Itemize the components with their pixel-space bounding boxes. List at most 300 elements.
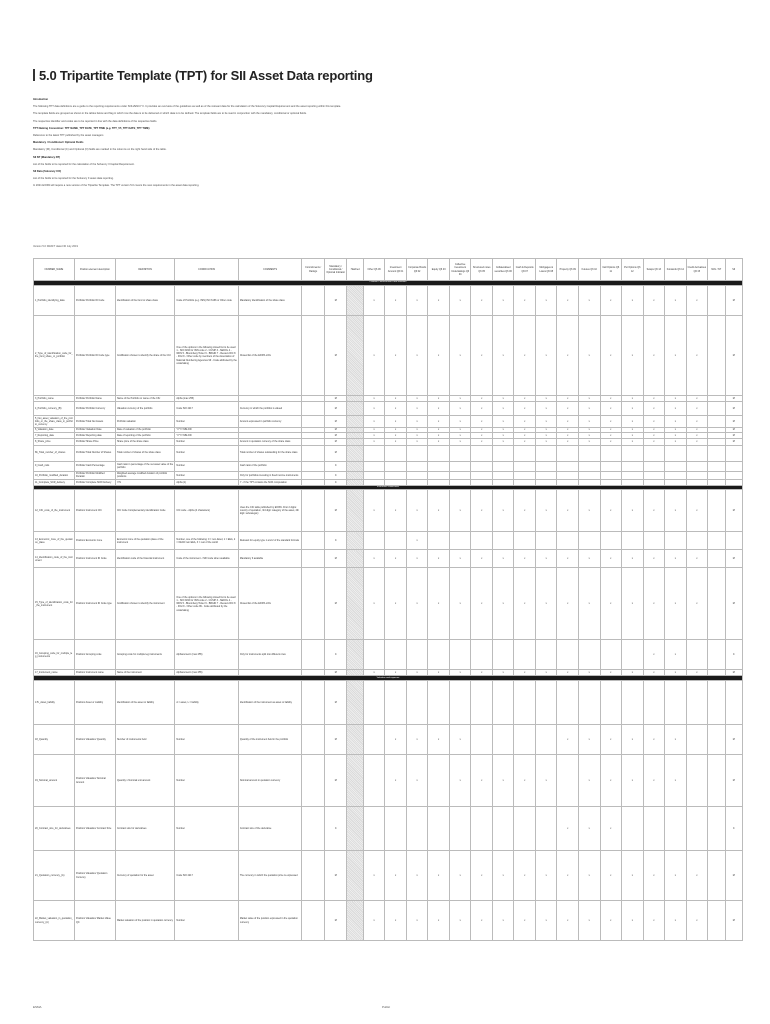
category-flag-cell: x — [643, 415, 665, 427]
definition-cell: Name of the instrument — [115, 670, 174, 676]
category-flag-cell: x — [665, 640, 687, 670]
category-flag-cell — [600, 532, 622, 550]
indicator-cell: M — [324, 315, 347, 395]
hatched-cell — [347, 755, 363, 807]
category-flag-cell: x — [535, 433, 557, 438]
category-flag-cell: x — [471, 550, 493, 568]
category-flag-cell — [449, 461, 471, 471]
definition-cell: Weighted average modified duration of portfolio positions — [115, 471, 174, 480]
category-flag-cell: x — [622, 427, 644, 432]
category-flag-cell: x — [600, 285, 622, 315]
category-flag-cell — [535, 471, 557, 480]
category-flag-cell: x — [428, 427, 450, 432]
category-flag-cell — [428, 640, 450, 670]
category-flag-cell: x — [622, 433, 644, 438]
table-row — [34, 807, 743, 851]
commitments-cell — [302, 640, 325, 670]
category-flag-cell — [385, 461, 407, 471]
column-header: Futures Q6 10 — [579, 259, 601, 281]
category-flag-cell: x — [385, 433, 407, 438]
category-flag-cell: x — [622, 415, 644, 427]
commitments-cell — [302, 445, 325, 461]
category-flag-cell: x — [385, 550, 407, 568]
sii-cell: M — [725, 670, 743, 676]
category-flag-cell: x — [363, 550, 385, 568]
definition-cell: Codification chosen to identify the share of the CIU — [115, 315, 174, 395]
category-flag-cell: x — [428, 901, 450, 941]
sii-cell — [725, 532, 743, 550]
category-flag-cell: x — [449, 433, 471, 438]
table-row — [34, 901, 743, 941]
category-flag-cell: x — [449, 315, 471, 395]
category-flag-cell — [492, 461, 514, 471]
sii-cell: M — [725, 315, 743, 395]
sii-cell: M — [725, 901, 743, 941]
position-element: Position/ Valuation/ Market Value QC — [74, 901, 115, 941]
category-flag-cell — [686, 471, 708, 480]
category-flag-cell: x — [514, 490, 536, 532]
nav-cell — [708, 532, 725, 550]
commitments-cell — [302, 532, 325, 550]
category-flag-cell — [643, 461, 665, 471]
position-element: Portfolio/ Share Price — [74, 438, 115, 445]
comments-cell: Contract size of the derivative — [238, 807, 302, 851]
category-flag-cell — [535, 725, 557, 755]
category-flag-cell — [363, 681, 385, 725]
category-flag-cell — [622, 445, 644, 461]
category-flag-cell: x — [622, 395, 644, 401]
category-flag-cell: x — [535, 315, 557, 395]
comments-cell: Quantity of the instrument held in the portfolio — [238, 725, 302, 755]
category-flag-cell: x — [385, 755, 407, 807]
sii-cell: M — [725, 568, 743, 640]
codification-cell: Number — [175, 438, 239, 445]
codification-cell: Number — [175, 725, 239, 755]
category-flag-cell: x — [600, 401, 622, 415]
category-flag-cell: x — [643, 725, 665, 755]
category-flag-cell — [535, 681, 557, 725]
hatched-cell — [347, 901, 363, 941]
category-flag-cell — [600, 445, 622, 461]
category-flag-cell: x — [643, 315, 665, 395]
field-number-name: 14_Identification_code_of_the_instrument — [34, 550, 75, 568]
position-element: Position/ Valuation/ Quotation Currency — [74, 851, 115, 901]
category-flag-cell: x — [428, 401, 450, 415]
category-flag-cell: x — [535, 401, 557, 415]
column-header: Cash & Deposits Q6 07 — [514, 259, 536, 281]
category-flag-cell: x — [579, 807, 601, 851]
category-flag-cell: x — [406, 401, 428, 415]
codification-cell: Number — [175, 755, 239, 807]
category-flag-cell — [363, 755, 385, 807]
category-flag-cell: x — [514, 433, 536, 438]
category-flag-cell — [471, 532, 493, 550]
category-flag-cell: x — [406, 285, 428, 315]
field-number-name: 1_Portfolio_identifying_data — [34, 285, 75, 315]
category-flag-cell: x — [665, 725, 687, 755]
category-flag-cell: x — [643, 433, 665, 438]
category-flag-cell: x — [622, 285, 644, 315]
comments-cell: Only for portfolios investing in fixed income instruments — [238, 471, 302, 480]
field-number-name: 6_Valuation_date — [34, 427, 75, 432]
hatched-cell — [347, 490, 363, 532]
category-flag-cell — [514, 471, 536, 480]
category-flag-cell: x — [514, 415, 536, 427]
column-header: Collective Investment Undertakings Q6 04 — [449, 259, 471, 281]
category-flag-cell: x — [557, 901, 579, 941]
table-row — [34, 851, 743, 901]
category-flag-cell: x — [535, 415, 557, 427]
category-flag-cell — [385, 807, 407, 851]
category-flag-cell: x — [492, 285, 514, 315]
comments-cell: Identification of the instrument as asset or liability — [238, 681, 302, 725]
table-row — [34, 285, 743, 315]
category-flag-cell: x — [363, 568, 385, 640]
indicator-cell: M — [324, 433, 347, 438]
intro-heading: Introduction — [33, 98, 49, 101]
sii-cell — [725, 681, 743, 725]
category-flag-cell — [492, 807, 514, 851]
category-flag-cell — [428, 755, 450, 807]
category-flag-cell — [514, 725, 536, 755]
indicator-cell: M — [324, 401, 347, 415]
field-number-name: 10_Portfolio_modified_duration — [34, 471, 75, 480]
category-flag-cell — [600, 461, 622, 471]
column-header: Property Q6 09 — [557, 259, 579, 281]
codification-cell: Alphanumeric (max 255) — [175, 670, 239, 676]
category-flag-cell — [385, 681, 407, 725]
indicator-cell: C — [324, 471, 347, 480]
category-flag-cell — [535, 807, 557, 851]
category-flag-cell: x — [471, 401, 493, 415]
definition-cell: Identification code of the financial instrument — [115, 550, 174, 568]
nav-cell — [708, 681, 725, 725]
column-header: Mortgages & Loans Q6 08 — [535, 259, 557, 281]
category-flag-cell: x — [665, 755, 687, 807]
section-title: Portfolio Characteristics and valuation — [34, 281, 743, 286]
comments-cell: Cash ratio of the portfolio — [238, 461, 302, 471]
position-element: Portfolio/ Portfolio ID Code — [74, 285, 115, 315]
indicator-cell: M — [324, 670, 347, 676]
block-heading: SII Data (Solvency II D) — [33, 170, 62, 174]
table-body — [34, 281, 743, 941]
codification-cell: Code ISO 4217 — [175, 401, 239, 415]
nav-cell — [708, 901, 725, 941]
category-flag-cell: x — [363, 285, 385, 315]
category-flag-cell: x — [643, 851, 665, 901]
field-number-name: 17b_Asset_liability — [34, 681, 75, 725]
category-flag-cell: x — [471, 433, 493, 438]
category-flag-cell: x — [385, 415, 407, 427]
position-element: Position/ Instrument name — [74, 670, 115, 676]
comments-cell: Nominal amount in quotation currency — [238, 755, 302, 807]
indicator-cell: M — [324, 285, 347, 315]
category-flag-cell: x — [579, 427, 601, 432]
category-flag-cell — [600, 640, 622, 670]
table-row — [34, 755, 743, 807]
category-flag-cell — [535, 532, 557, 550]
category-flag-cell — [579, 681, 601, 725]
category-flag-cell — [643, 445, 665, 461]
category-flag-cell: x — [428, 433, 450, 438]
category-flag-cell — [665, 807, 687, 851]
nav-cell — [708, 568, 725, 640]
table-row — [34, 401, 743, 415]
category-flag-cell: x — [579, 755, 601, 807]
indicator-cell: M — [324, 681, 347, 725]
category-flag-cell: x — [406, 532, 428, 550]
category-flag-cell: x — [385, 901, 407, 941]
category-flag-cell: x — [600, 395, 622, 401]
position-element: Portfolio/ Complete SCR Delivery — [74, 480, 115, 485]
category-flag-cell: x — [686, 670, 708, 676]
definition-cell: Total number of shares of the share class — [115, 445, 174, 461]
category-flag-cell: x — [535, 550, 557, 568]
category-flag-cell: x — [449, 395, 471, 401]
category-flag-cell — [686, 725, 708, 755]
category-flag-cell: x — [622, 401, 644, 415]
category-flag-cell — [471, 445, 493, 461]
category-flag-cell: x — [406, 755, 428, 807]
category-flag-cell: x — [557, 550, 579, 568]
category-flag-cell: x — [643, 755, 665, 807]
field-number-name: 9_Cash_ratio — [34, 461, 75, 471]
category-flag-cell — [385, 640, 407, 670]
category-flag-cell: x — [686, 415, 708, 427]
category-flag-cell: x — [686, 401, 708, 415]
category-flag-cell: x — [665, 427, 687, 432]
category-flag-cell: x — [622, 725, 644, 755]
position-element: Portfolio/ Total Net Assets — [74, 415, 115, 427]
category-flag-cell — [406, 471, 428, 480]
category-flag-cell: x — [557, 415, 579, 427]
category-flag-cell: x — [449, 670, 471, 676]
category-flag-cell: x — [643, 395, 665, 401]
category-flag-cell — [471, 807, 493, 851]
category-flag-cell — [492, 681, 514, 725]
field-number-name: 16_Grouping_code_for_multiple_leg_instruments — [34, 640, 75, 670]
category-flag-cell: x — [600, 755, 622, 807]
category-flag-cell — [600, 471, 622, 480]
category-flag-cell: x — [557, 490, 579, 532]
definition-cell: Name of the Portfolio or name of the CIU — [115, 395, 174, 401]
comments-cell: Closed list of the EIOPA LOG — [238, 315, 302, 395]
category-flag-cell — [471, 681, 493, 725]
category-flag-cell: x — [492, 427, 514, 432]
category-flag-cell: x — [363, 401, 385, 415]
hatched-cell — [347, 640, 363, 670]
fields-heading: Mandatory / Conditional / Optional Fields — [33, 141, 84, 145]
category-flag-cell: x — [406, 568, 428, 640]
category-flag-cell: x — [428, 725, 450, 755]
category-flag-cell: x — [686, 490, 708, 532]
category-flag-cell: x — [643, 401, 665, 415]
category-flag-cell: x — [514, 568, 536, 640]
sii-cell: M — [725, 550, 743, 568]
category-flag-cell — [514, 445, 536, 461]
category-flag-cell — [665, 445, 687, 461]
category-flag-cell: x — [665, 490, 687, 532]
nav-cell — [708, 755, 725, 807]
sii-cell: M — [725, 438, 743, 445]
category-flag-cell: x — [643, 670, 665, 676]
indicator-cell: C — [324, 640, 347, 670]
position-element: Portfolio/ Portfolio Currency — [74, 401, 115, 415]
category-flag-cell: x — [406, 901, 428, 941]
category-flag-cell: x — [579, 415, 601, 427]
category-flag-cell — [385, 445, 407, 461]
category-flag-cell: x — [557, 427, 579, 432]
codification-cell: Code of the instrument - ISIN code when available — [175, 550, 239, 568]
category-flag-cell — [622, 640, 644, 670]
category-flag-cell: x — [514, 285, 536, 315]
table-row — [34, 640, 743, 670]
category-flag-cell — [363, 807, 385, 851]
category-flag-cell: x — [643, 901, 665, 941]
tpt-table — [33, 258, 743, 941]
indicator-cell: M — [324, 851, 347, 901]
commitments-cell — [302, 315, 325, 395]
codification-cell: Number, one of the following: 0 = non-listed, 1 = EEA, 2 = OECD non EEA, 3 = rest of the world — [175, 532, 239, 550]
nav-cell — [708, 807, 725, 851]
nav-cell — [708, 285, 725, 315]
hatched-cell — [347, 415, 363, 427]
category-flag-cell: x — [514, 438, 536, 445]
column-header: Call Options Q6 11 — [600, 259, 622, 281]
category-flag-cell: x — [492, 568, 514, 640]
category-flag-cell — [406, 461, 428, 471]
category-flag-cell: x — [557, 807, 579, 851]
category-flag-cell: x — [406, 427, 428, 432]
category-flag-cell — [471, 461, 493, 471]
position-element: Position/ Instrument CIC — [74, 490, 115, 532]
category-flag-cell: x — [385, 568, 407, 640]
category-flag-cell — [579, 461, 601, 471]
commitments-cell — [302, 401, 325, 415]
category-flag-cell: x — [514, 670, 536, 676]
category-flag-cell — [622, 532, 644, 550]
hatched-cell — [347, 471, 363, 480]
category-flag-cell — [579, 471, 601, 480]
commitments-cell — [302, 438, 325, 445]
category-flag-cell: x — [514, 755, 536, 807]
sii-cell: M — [725, 755, 743, 807]
category-flag-cell: x — [449, 438, 471, 445]
category-flag-cell: x — [579, 670, 601, 676]
field-number-name: 21_Quotation_currency_(A) — [34, 851, 75, 901]
comments-cell: Total number of shares outstanding for the share class — [238, 445, 302, 461]
category-flag-cell: x — [600, 315, 622, 395]
category-flag-cell: x — [686, 285, 708, 315]
category-flag-cell — [514, 681, 536, 725]
category-flag-cell: x — [449, 550, 471, 568]
codification-cell: One of the options in the following closed list to be used: 1 - ISO 6166 for ISIN code 2 - CUSIP 3 - SEDOL 4 - WKN 5 - Bloomberg Ticker 6 - BBGID 7 - Reuters RIC 8 - FIGI 9 - Other code by members of the Association of National Numbering Agencies 99 - Code attributed by the undertaking — [175, 315, 239, 395]
category-flag-cell: x — [600, 427, 622, 432]
category-flag-cell: x — [363, 395, 385, 401]
category-flag-cell: x — [579, 901, 601, 941]
indicator-cell: M — [324, 550, 347, 568]
category-flag-cell: x — [665, 568, 687, 640]
indicator-cell: C — [324, 532, 347, 550]
category-flag-cell — [363, 640, 385, 670]
codification-cell: A = asset, L = liability — [175, 681, 239, 725]
category-flag-cell — [514, 640, 536, 670]
category-flag-cell: x — [385, 285, 407, 315]
category-flag-cell — [643, 807, 665, 851]
category-flag-cell: x — [600, 568, 622, 640]
sii-cell: M — [725, 490, 743, 532]
table-row — [34, 445, 743, 461]
category-flag-cell: x — [363, 670, 385, 676]
category-flag-cell: x — [600, 807, 622, 851]
category-flag-cell — [406, 681, 428, 725]
category-flag-cell — [557, 532, 579, 550]
indicator-cell: M — [324, 395, 347, 401]
sii-cell: M — [725, 395, 743, 401]
table-row — [34, 438, 743, 445]
category-flag-cell: x — [492, 433, 514, 438]
category-flag-cell: x — [385, 725, 407, 755]
category-flag-cell: x — [643, 568, 665, 640]
category-flag-cell — [686, 681, 708, 725]
category-flag-cell: x — [622, 490, 644, 532]
indicator-cell: C — [324, 461, 347, 471]
indicator-cell: M — [324, 725, 347, 755]
category-flag-cell: x — [406, 395, 428, 401]
field-number-name: 17_Instrument_name — [34, 670, 75, 676]
section-title: Instrument codification — [34, 485, 743, 490]
category-flag-cell — [686, 445, 708, 461]
category-flag-cell: x — [579, 401, 601, 415]
category-flag-cell: x — [406, 438, 428, 445]
codification-cell: Code ISO 4217 — [175, 851, 239, 901]
definition-cell: Grouping code for multiple leg instruments — [115, 640, 174, 670]
sii-cell — [725, 461, 743, 471]
category-flag-cell: x — [449, 901, 471, 941]
sii-cell: C — [725, 807, 743, 851]
category-flag-cell: x — [557, 433, 579, 438]
category-flag-cell: x — [385, 438, 407, 445]
hatched-cell — [347, 681, 363, 725]
category-flag-cell: x — [428, 415, 450, 427]
codification-cell: Alpha (1) — [175, 480, 239, 485]
category-flag-cell: x — [535, 395, 557, 401]
category-flag-cell: x — [665, 315, 687, 395]
definition-cell: Share price of the share class — [115, 438, 174, 445]
category-flag-cell: x — [557, 670, 579, 676]
category-flag-cell — [492, 725, 514, 755]
category-flag-cell: x — [385, 315, 407, 395]
table-row — [34, 681, 743, 725]
category-flag-cell: x — [428, 395, 450, 401]
category-flag-cell — [449, 471, 471, 480]
position-element: Portfolio/ Portfolio Name — [74, 395, 115, 401]
category-flag-cell: x — [600, 725, 622, 755]
category-flag-cell: x — [406, 415, 428, 427]
category-flag-cell — [686, 532, 708, 550]
hatched-cell — [347, 461, 363, 471]
column-header: DEFINITION — [115, 259, 174, 281]
category-flag-cell: x — [514, 550, 536, 568]
codification-cell: YYYY-MM-DD — [175, 427, 239, 432]
table-row — [34, 725, 743, 755]
indicator-cell: M — [324, 445, 347, 461]
category-flag-cell — [385, 532, 407, 550]
category-flag-cell — [600, 681, 622, 725]
category-flag-cell — [514, 461, 536, 471]
hatched-cell — [347, 445, 363, 461]
category-flag-cell — [514, 807, 536, 851]
